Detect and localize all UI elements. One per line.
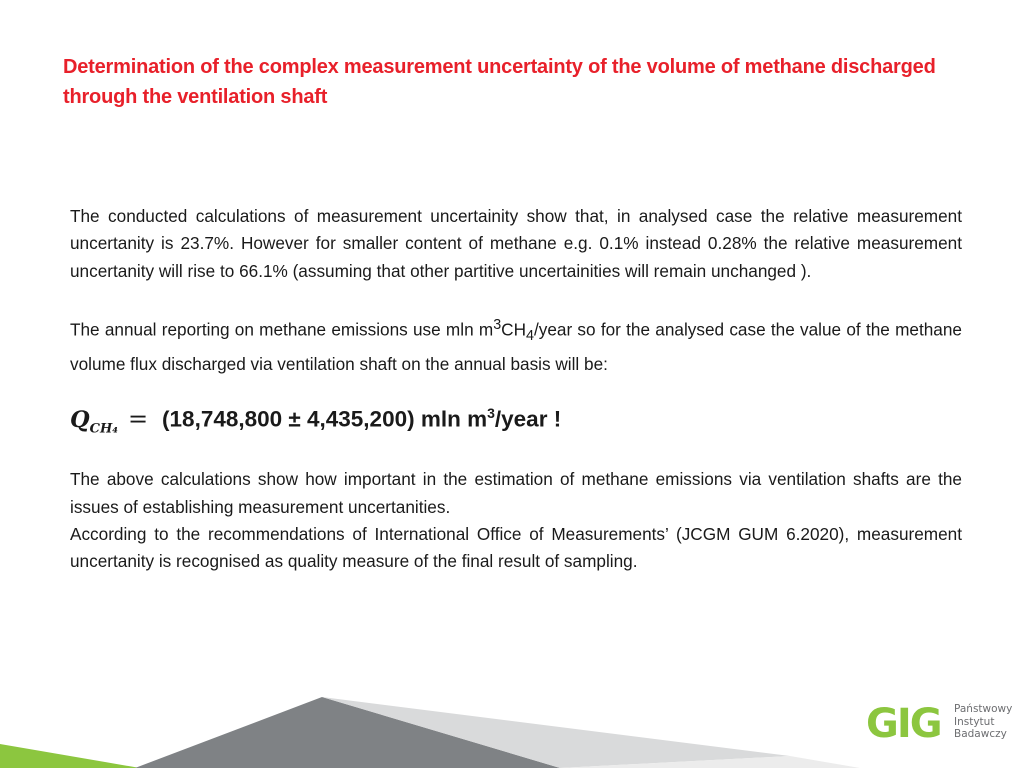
formula-subscript: CH₄ (89, 421, 118, 437)
p2-text-a: The annual reporting on methane emissions use mln m (70, 319, 494, 340)
formula-equals: = (127, 404, 149, 433)
paragraph-recommendations: According to the recommendations of International Office of Measurements’ (JCGM GUM 6.2020), measurement uncertanity is recognised as quality measure of the final result of sampling. (70, 524, 962, 572)
logo-line-3: Badawczy (954, 728, 1007, 740)
gig-logo-mark: GIG (866, 701, 941, 747)
formula-unit: /year ! (494, 406, 562, 432)
logo-line-1: Państwowy (954, 703, 1013, 715)
p2-text-c: /year so for the analysed case the value of the methane volume flux discharged via ventilation shaft on the annual basis will be: (70, 319, 962, 374)
paragraph-annual-reporting (70, 312, 962, 378)
slide-body (70, 203, 962, 576)
paragraph-importance: The above calculations show how important in the estimation of methane emissions via ventilation shafts are the issues of establishing measurement uncertanities. (70, 469, 962, 517)
formula-sup: 3 (487, 405, 495, 422)
p2-text-b: CH (501, 319, 526, 340)
formula-value: (18,748,800 ± 4,435,200) mln $m^3$/year ! (162, 405, 562, 432)
formula-symbol: $Q_{CH_4}$ (70, 406, 118, 437)
methane-flux-formula (70, 398, 962, 444)
p2-sup: 3 (493, 317, 502, 334)
paragraph-uncertainty: The conducted calculations of measurement uncertainity show that, in analysed case the relative measurement uncertanity is 23.7%. However for smaller content of methane e.g. 0.1% instead 0.28% the relative measurement uncertanity will rise to 66.1% (assuming that other partitive uncertainities will remain unchanged ). (70, 206, 962, 281)
p2-sub: 4 (526, 328, 534, 345)
gig-logo (866, 700, 1024, 750)
logo-line-2: Instytut (954, 715, 995, 728)
gig-logo-text (954, 703, 1012, 741)
slide-title: Determination of the complex measurement uncertainty of the volume of methane discharged through the ventilation shaft (63, 56, 936, 108)
footer-green-stripe (0, 744, 140, 768)
